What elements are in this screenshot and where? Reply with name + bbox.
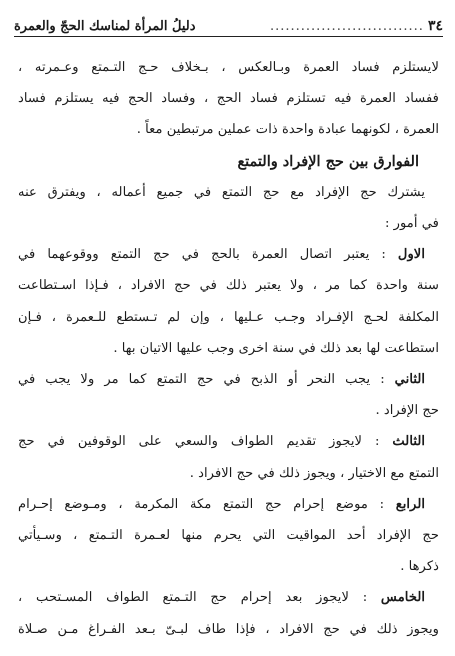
header-rule (14, 36, 443, 37)
item-colon: : (369, 247, 398, 263)
text-line: ففساد العمرة فيه تستلزم فساد الحج ، وفساد الحج فيه يستلزم فساد (18, 91, 439, 107)
list-item-first-line (18, 582, 439, 613)
item-term: الثاني (394, 372, 426, 388)
item-colon: : (362, 434, 393, 450)
item-colon: : (370, 372, 395, 388)
item-colon: : (367, 496, 396, 512)
text-line: حج الإفراد . (375, 403, 439, 419)
item-text: لايجوز بعد إحرام حج التـمتع الطواف المسـتحب ، (18, 590, 349, 606)
item-term: الرابع (395, 496, 426, 512)
running-title: دليلُ المرأة لمناسك الحجّ والعمرة (14, 19, 196, 34)
text-line: ويجوز ذلك في حج الافراد ، فإذا طاف لبـىّ بـعد الفـراغ مـن صـلاة (18, 621, 439, 637)
list-item-first-line (18, 426, 439, 457)
list-item-first-line (18, 489, 439, 520)
header-dots: .............................. (269, 19, 424, 34)
list-item-first-line (18, 239, 439, 270)
page-body (18, 52, 439, 645)
text-line: سنة واحدة كما مر ، ولا يعتبر ذلك في حج الافراد ، فـإذا اسـتطاعت (18, 278, 439, 294)
item-text: يعتبر اتصال العمرة بالحج في حج التمتع ووقوعهما في (18, 247, 370, 263)
text-line: في أمور : (384, 216, 439, 232)
text-line: ذكرها . (400, 559, 439, 575)
text-line: استطاعت لها بعد ذلك في سنة اخرى وجب عليها الاتيان بها . (113, 340, 439, 356)
running-header (14, 8, 443, 34)
text-line: حج الإفراد أحد المواقيت التي يحرم منها لعـمرة التـمتع ، وسـيأتي (18, 528, 439, 544)
section-heading: الفوارق بين حج الإفراد والتمتع (237, 152, 419, 170)
list-item-first-line (18, 364, 439, 395)
item-term: الثالث (392, 434, 426, 450)
item-text: موضع إحرام حج التمتع مكة المكرمة ، ومـوضع إحـرام (18, 496, 368, 512)
item-text: لايجوز تقديم الطواف والسعي على الوقوفين في حج (18, 434, 363, 450)
item-term: الاول (397, 247, 425, 263)
page-number: ٣٤ (427, 18, 443, 34)
text-line: العمرة ، لكونهما عبادة واحدة ذات عملين مرتبطين معاً . (136, 122, 439, 138)
text-line: التمتع مع الاختيار ، ويجوز ذلك في حج الافراد . (189, 465, 439, 481)
item-term: الخامس (380, 590, 426, 606)
item-text: يجب النحر أو الذبح في حج التمتع كما مر ولا يجب في (18, 372, 371, 388)
text-line: يشترك حج الإفراد مع حج التمتع في جميع أعماله ، ويفترق عنه (18, 184, 425, 200)
text-line: المكلفة لحـج الإفـراد وجـب عـليها ، وإن لم تـستطع للـعمرة ، فـإن (18, 309, 439, 325)
text-line: لايستلزم فساد العمرة وبـالعكس ، بـخلاف حـج التـمتع وعـمرته ، (18, 60, 439, 75)
item-colon: : (349, 590, 381, 606)
